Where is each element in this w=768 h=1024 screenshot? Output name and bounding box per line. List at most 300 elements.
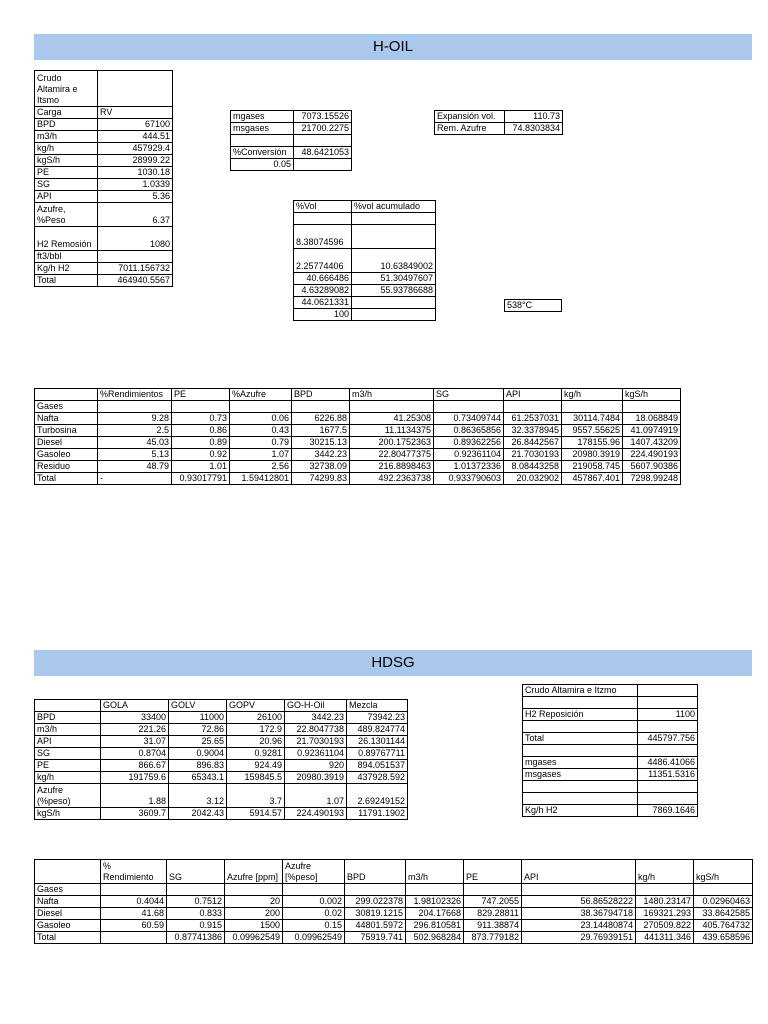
hdsg-yield-header-cell: Azufre [ppm] (225, 860, 283, 884)
hoil-yield-cell: 2.5 (98, 425, 172, 437)
mix-cell: 0.8704 (101, 748, 169, 760)
side-label-cell (523, 781, 638, 793)
gases-value-cell (294, 135, 352, 147)
vol-row (294, 249, 436, 273)
hdsg-yield-cell (167, 884, 225, 896)
hoil-yield-header-cell: kgS/h (623, 389, 681, 401)
hdsg-yield-cell (345, 884, 406, 896)
mix-cell: 489.824774 (347, 724, 408, 736)
side-row (523, 757, 698, 769)
hdsg-yield-cell: 44801.5972 (345, 920, 406, 932)
hoil-yield-cell: 1407.43209 (623, 437, 681, 449)
mix-header-cell (35, 700, 101, 712)
feed-value-cell: 1030.18 (98, 167, 173, 179)
side-value-cell: 4486.41066 (638, 757, 698, 769)
hdsg-yield-cell: 0.7512 (167, 896, 225, 908)
hoil-yield-cell (434, 401, 504, 413)
hoil-yield-cell: 0.89362256 (434, 437, 504, 449)
feed-value-cell: 7011.156732 (98, 263, 173, 275)
mix-cell: 2.69249152 (347, 784, 408, 808)
hoil-yield-cell: 1677.5 (292, 425, 350, 437)
feed-row (35, 107, 173, 119)
mix-row (35, 724, 408, 736)
hdsg-yield-cell: 299.022378 (345, 896, 406, 908)
vol-cell (294, 213, 352, 225)
hoil-yield-cell: 0.92361104 (434, 449, 504, 461)
crude-label-cell: Crudo Altamira e Itsmo (35, 71, 98, 107)
hdsg-yield-cell: 30819.1215 (345, 908, 406, 920)
feed-label-cell: kg/h (35, 143, 98, 155)
hoil-yield-label-cell: Total (35, 473, 98, 485)
mix-cell: 0.9281 (227, 748, 285, 760)
hdsg-yield-cell: 0.87741386 (167, 932, 225, 944)
hoil-vol-table (293, 200, 436, 321)
hdsg-yield-cell: 204.17668 (406, 908, 464, 920)
mix-label-cell: BPD (35, 712, 101, 724)
hdsg-yield-cell: 60.59 (101, 920, 167, 932)
feed-row (35, 131, 173, 143)
mix-row (35, 772, 408, 784)
hdsg-yield-header-cell (35, 860, 101, 884)
hoil-yield-cell (623, 401, 681, 413)
mix-header-row (35, 700, 408, 712)
side-value-cell (638, 793, 698, 805)
hoil-yield-cell: 5607.90386 (623, 461, 681, 473)
hoil-yield-cell: 32.3378945 (504, 425, 562, 437)
feed-label-cell: Carga (35, 107, 98, 119)
side-value-cell (638, 697, 698, 709)
side-value-cell: 11351.5316 (638, 769, 698, 781)
hoil-yield-cell: 32738.09 (292, 461, 350, 473)
hoil-yield-cell: 18.068849 (623, 413, 681, 425)
hdsg-yield-header-cell: m3/h (406, 860, 464, 884)
feed-header-row (35, 71, 173, 107)
vol-row (294, 309, 436, 321)
hdsg-yield-row (35, 884, 753, 896)
feed-row (35, 119, 173, 131)
mix-cell: 5914.57 (227, 808, 285, 820)
hoil-yield-header-cell (35, 389, 98, 401)
gases-row (231, 111, 352, 123)
feed-label-cell: PE (35, 167, 98, 179)
hdsg-yield-cell: 296.810581 (406, 920, 464, 932)
hoil-yield-row (35, 425, 681, 437)
mix-cell: 437928.592 (347, 772, 408, 784)
hdsg-yield-header-cell: kg/h (636, 860, 694, 884)
hdsg-yield-cell: 0.833 (167, 908, 225, 920)
feed-value-cell (98, 251, 173, 263)
hoil-yield-cell: 30215.13 (292, 437, 350, 449)
feed-value-cell: 1080 (98, 227, 173, 251)
gases-value-cell: 48.6421053 (294, 147, 352, 159)
hdsg-yield-cell: 502.968284 (406, 932, 464, 944)
side-label-cell: Crudo Altamira e Itzmo (523, 685, 638, 697)
gases-row (231, 135, 352, 147)
feed-label-cell: ft3/bbl (35, 251, 98, 263)
hoil-yield-cell: 0.73409744 (434, 413, 504, 425)
vol-header-row (294, 201, 436, 213)
hoil-yield-cell: 41.0974919 (623, 425, 681, 437)
hoil-yield-cell: 41.25308 (350, 413, 434, 425)
hdsg-yield-header-cell: BPD (345, 860, 406, 884)
hoil-yield-cell: 1.07 (230, 449, 292, 461)
vol-row (294, 285, 436, 297)
gases-label-cell: %Conversión (231, 147, 294, 159)
hoil-yield-cell: 45.03 (98, 437, 172, 449)
gases-label-cell: mgases (231, 111, 294, 123)
hoil-yield-cell: 0.43 (230, 425, 292, 437)
side-label-cell: Total (523, 733, 638, 745)
hdsg-yield-row (35, 908, 753, 920)
mix-label-cell: kgS/h (35, 808, 101, 820)
hoil-yield-cell: 48.79 (98, 461, 172, 473)
hdsg-yield-cell (283, 884, 345, 896)
hoil-yield-cell: 2.56 (230, 461, 292, 473)
feed-value-cell: 67100 (98, 119, 173, 131)
feed-row (35, 275, 173, 287)
side-label-cell (523, 721, 638, 733)
hoil-yield-label-cell: Gasoleo (35, 449, 98, 461)
hoil-yield-cell: 30114.7484 (562, 413, 623, 425)
hoil-yield-header-cell: %Rendimientos (98, 389, 172, 401)
hdsg-yield-cell: 747.2055 (464, 896, 522, 908)
hoil-yield-label-cell: Diesel (35, 437, 98, 449)
feed-label-cell: BPD (35, 119, 98, 131)
hoil-yield-cell: 26.8442567 (504, 437, 562, 449)
feed-row (35, 191, 173, 203)
mix-row (35, 784, 408, 808)
vol-acc-cell: 55.93786688 (352, 285, 436, 297)
side-value-cell (638, 745, 698, 757)
side-label-cell: Kg/h H2 (523, 805, 638, 817)
mix-cell: 20980.3919 (285, 772, 347, 784)
hdsg-yield-cell: 911.38874 (464, 920, 522, 932)
hdsg-yield-header-cell: API (522, 860, 636, 884)
hdsg-yield-cell (101, 884, 167, 896)
feed-label-cell: Azufre, %Peso (35, 203, 98, 227)
hdsg-yield-label-cell: Gases (35, 884, 101, 896)
mix-cell: 31.07 (101, 736, 169, 748)
feed-row (35, 167, 173, 179)
hdsg-yield-row (35, 920, 753, 932)
side-row (523, 805, 698, 817)
hoil-title-bar (34, 34, 752, 60)
mix-cell: 221.26 (101, 724, 169, 736)
hoil-yield-cell: 74299.83 (292, 473, 350, 485)
hoil-yield-cell: 8.08443258 (504, 461, 562, 473)
hoil-yield-cell: 11.1134375 (350, 425, 434, 437)
feed-value-cell: 28999.22 (98, 155, 173, 167)
side-row (523, 697, 698, 709)
mix-label-cell: API (35, 736, 101, 748)
feed-row (35, 263, 173, 275)
side-label-cell (523, 745, 638, 757)
hdsg-title-bar (34, 650, 752, 676)
mix-cell: 3442.23 (285, 712, 347, 724)
mix-label-cell: Azufre (%peso) (35, 784, 101, 808)
mix-cell: 172.9 (227, 724, 285, 736)
hdsg-yields-table (34, 859, 753, 944)
expansion-value-cell: 74.8303834 (505, 123, 563, 135)
hdsg-yield-label-cell: Total (35, 932, 101, 944)
hdsg-yield-row (35, 932, 753, 944)
hoil-yield-cell: 1.01 (172, 461, 230, 473)
hoil-yield-header-row (35, 389, 681, 401)
vol-row (294, 213, 436, 225)
mix-cell: 3.7 (227, 784, 285, 808)
gases-label-cell (231, 135, 294, 147)
hdsg-yield-header-cell: SG (167, 860, 225, 884)
side-value-cell (638, 781, 698, 793)
vol-cell: 40.666486 (294, 273, 352, 285)
hdsg-yield-cell: 169321.293 (636, 908, 694, 920)
mix-cell: 3609.7 (101, 808, 169, 820)
expansion-label-cell: Rem. Azufre (435, 123, 505, 135)
feed-value-cell: 444.51 (98, 131, 173, 143)
hdsg-yield-cell: 270509.822 (636, 920, 694, 932)
mix-cell: 896.83 (169, 760, 227, 772)
mix-cell: 3.12 (169, 784, 227, 808)
hdsg-yield-cell (225, 884, 283, 896)
mix-row (35, 736, 408, 748)
expansion-label-cell: Expansión vol. (435, 111, 505, 123)
gases-label-cell: 0.05 (231, 159, 294, 171)
mix-cell: 11791.1902 (347, 808, 408, 820)
mix-cell: 866.67 (101, 760, 169, 772)
side-value-cell: 1100 (638, 709, 698, 721)
vol-cell: 2.25774406 (294, 249, 352, 273)
side-value-cell (638, 685, 698, 697)
feed-row (35, 155, 173, 167)
mix-cell: 159845.5 (227, 772, 285, 784)
mix-label-cell: m3/h (35, 724, 101, 736)
hdsg-yield-label-cell: Gasoleo (35, 920, 101, 932)
mix-label-cell: kg/h (35, 772, 101, 784)
feed-label-cell: API (35, 191, 98, 203)
hoil-yield-cell: 0.73 (172, 413, 230, 425)
feed-label-cell: H2 Remosión (35, 227, 98, 251)
side-label-cell: msgases (523, 769, 638, 781)
hdsg-yield-cell (522, 884, 636, 896)
mix-header-cell: GO-H-Oil (285, 700, 347, 712)
hdsg-yield-cell (636, 884, 694, 896)
side-label-cell (523, 697, 638, 709)
side-value-cell (638, 721, 698, 733)
mix-cell: 73942.23 (347, 712, 408, 724)
vol-acc-cell: 10.63849002 (352, 249, 436, 273)
hdsg-side-table (522, 684, 698, 817)
mix-row (35, 712, 408, 724)
hdsg-yield-cell: 0.02960463 (694, 896, 753, 908)
mix-cell: 1.88 (101, 784, 169, 808)
hdsg-yield-label-cell: Nafta (35, 896, 101, 908)
expansion-row (435, 111, 563, 123)
vol-acc-cell (352, 309, 436, 321)
hoil-yield-cell: 457867.401 (562, 473, 623, 485)
hoil-expansion-table (434, 110, 563, 135)
hoil-temp-table (504, 299, 562, 312)
hoil-yield-header-cell: BPD (292, 389, 350, 401)
hoil-gases-table (230, 110, 352, 171)
gases-row (231, 123, 352, 135)
side-row (523, 745, 698, 757)
hdsg-yield-label-cell: Diesel (35, 908, 101, 920)
hdsg-yield-cell: 829.28811 (464, 908, 522, 920)
hdsg-yield-header-cell: kgS/h (694, 860, 753, 884)
hdsg-yield-cell: 0.09962549 (283, 932, 345, 944)
mix-cell: 224.490193 (285, 808, 347, 820)
hdsg-yield-cell: 0.02 (283, 908, 345, 920)
mix-cell: 65343.1 (169, 772, 227, 784)
side-row (523, 793, 698, 805)
mix-cell: 924.49 (227, 760, 285, 772)
hoil-yield-cell: 224.490193 (623, 449, 681, 461)
hoil-yield-header-cell: kg/h (562, 389, 623, 401)
hoil-yield-row (35, 413, 681, 425)
side-row (523, 721, 698, 733)
hoil-yield-cell: 0.92 (172, 449, 230, 461)
feed-label-cell: SG (35, 179, 98, 191)
hoil-yield-header-cell: SG (434, 389, 504, 401)
vol-cell: 4.63289082 (294, 285, 352, 297)
hdsg-yield-cell: 75919.741 (345, 932, 406, 944)
feed-row (35, 203, 173, 227)
feed-label-cell: Kg/h H2 (35, 263, 98, 275)
hoil-yield-cell: 20980.3919 (562, 449, 623, 461)
hdsg-yield-header-cell: % Rendimiento (101, 860, 167, 884)
hdsg-yield-cell (464, 884, 522, 896)
side-label-cell (523, 793, 638, 805)
feed-row (35, 251, 173, 263)
hoil-yield-label-cell: Gases (35, 401, 98, 413)
vol-acc-cell (352, 297, 436, 309)
hoil-yield-header-cell: m3/h (350, 389, 434, 401)
gases-row (231, 159, 352, 171)
hdsg-yield-cell: 20 (225, 896, 283, 908)
mix-cell: 0.9004 (169, 748, 227, 760)
mix-header-cell: GOLV (169, 700, 227, 712)
hdsg-yield-cell: 405.764732 (694, 920, 753, 932)
mix-cell: 26.1301144 (347, 736, 408, 748)
feed-row (35, 143, 173, 155)
hdsg-yield-cell: 200 (225, 908, 283, 920)
vol-acc-cell (352, 225, 436, 249)
hoil-yield-row (35, 437, 681, 449)
crude-value-cell (98, 71, 173, 107)
vol-header-cell: %Vol (294, 201, 352, 213)
feed-value-cell: 457929.4 (98, 143, 173, 155)
hoil-yield-label-cell: Residuo (35, 461, 98, 473)
hdsg-yield-cell: 1500 (225, 920, 283, 932)
hoil-yield-row (35, 473, 681, 485)
hoil-yield-cell (292, 401, 350, 413)
hdsg-yield-cell: 873.779182 (464, 932, 522, 944)
feed-label-cell: m3/h (35, 131, 98, 143)
side-label-cell: mgases (523, 757, 638, 769)
hoil-yield-cell: 0.79 (230, 437, 292, 449)
mix-row (35, 748, 408, 760)
side-row (523, 781, 698, 793)
hdsg-yield-cell: 0.915 (167, 920, 225, 932)
hdsg-yield-cell (406, 884, 464, 896)
gases-label-cell: msgases (231, 123, 294, 135)
feed-value-cell: 5.36 (98, 191, 173, 203)
hoil-yield-cell (350, 401, 434, 413)
mix-label-cell: PE (35, 760, 101, 772)
mix-cell: 21.7030193 (285, 736, 347, 748)
hdsg-yield-cell: 0.002 (283, 896, 345, 908)
mix-header-cell: GOPV (227, 700, 285, 712)
vol-acc-cell (352, 213, 436, 225)
hdsg-mix-table (34, 699, 408, 820)
hdsg-yield-header-cell: PE (464, 860, 522, 884)
hdsg-yield-row (35, 896, 753, 908)
hoil-yield-row (35, 401, 681, 413)
hdsg-yield-cell: 0.09962549 (225, 932, 283, 944)
mix-cell: 920 (285, 760, 347, 772)
mix-cell: 191759.6 (101, 772, 169, 784)
feed-row (35, 227, 173, 251)
hoil-yield-cell: 1.01372336 (434, 461, 504, 473)
mix-cell: 11000 (169, 712, 227, 724)
hoil-yield-cell: 9.28 (98, 413, 172, 425)
expansion-value-cell: 110.73 (505, 111, 563, 123)
mix-cell: 0.92361104 (285, 748, 347, 760)
hoil-yield-cell: 200.1752363 (350, 437, 434, 449)
hoil-yield-label-cell: Turbosina (35, 425, 98, 437)
hoil-yield-header-cell: API (504, 389, 562, 401)
hdsg-yield-cell: 1480.23147 (636, 896, 694, 908)
hdsg-yield-cell: 41.68 (101, 908, 167, 920)
side-row (523, 685, 698, 697)
vol-row (294, 297, 436, 309)
hoil-yield-cell: 9557.55625 (562, 425, 623, 437)
hoil-yield-cell: 0.89 (172, 437, 230, 449)
mix-cell: 72.86 (169, 724, 227, 736)
hoil-yield-cell (562, 401, 623, 413)
vol-cell: 8.38074596 (294, 225, 352, 249)
side-value-cell: 445797.756 (638, 733, 698, 745)
hoil-yield-cell (230, 401, 292, 413)
mix-cell: 2042.43 (169, 808, 227, 820)
mix-cell: 22.8047738 (285, 724, 347, 736)
feed-label-cell: Total (35, 275, 98, 287)
mix-cell: 33400 (101, 712, 169, 724)
side-row (523, 709, 698, 721)
hdsg-yield-cell (101, 932, 167, 944)
hoil-yield-cell: 178155.96 (562, 437, 623, 449)
mix-label-cell: SG (35, 748, 101, 760)
side-label-cell: H2 Reposición (523, 709, 638, 721)
hoil-yield-cell: 0.86365856 (434, 425, 504, 437)
hoil-yield-header-cell: PE (172, 389, 230, 401)
hoil-yield-cell: 20.032902 (504, 473, 562, 485)
hoil-yield-cell: 219058.745 (562, 461, 623, 473)
hoil-yield-cell: 0.06 (230, 413, 292, 425)
expansion-row (435, 123, 563, 135)
hdsg-yield-cell: 23.14480874 (522, 920, 636, 932)
side-row (523, 733, 698, 745)
hdsg-title: HDSG (371, 654, 415, 671)
hoil-yield-cell: 1.59412801 (230, 473, 292, 485)
hoil-yield-cell: 0.933790603 (434, 473, 504, 485)
hoil-yield-cell: 0.93017791 (172, 473, 230, 485)
feed-value-cell: 1.0339 (98, 179, 173, 191)
hoil-yield-cell: 6226.88 (292, 413, 350, 425)
vol-cell: 44.0621331 (294, 297, 352, 309)
feed-label-cell: kgS/h (35, 155, 98, 167)
side-row (523, 769, 698, 781)
